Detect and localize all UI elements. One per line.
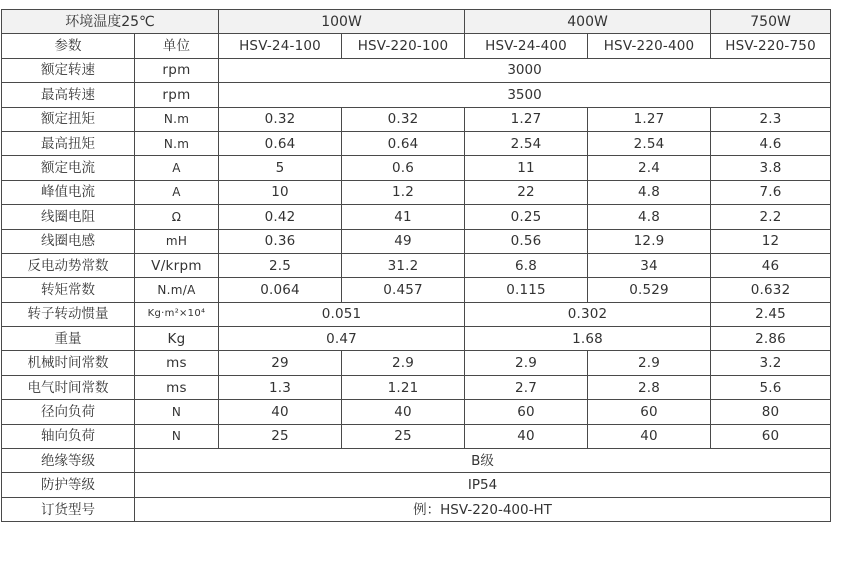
- row-unit: V/krpm: [135, 253, 219, 277]
- row-label: 订货型号: [2, 497, 135, 521]
- table-cell: 41: [342, 205, 465, 229]
- table-cell: 4.6: [711, 131, 831, 155]
- table-row: [2, 375, 831, 399]
- row-unit: mH: [135, 229, 219, 253]
- row-label: 线圈电阻: [2, 205, 135, 229]
- merged-value: IP54: [135, 473, 831, 497]
- row-label: 机械时间常数: [2, 351, 135, 375]
- table-cell: 0.6: [342, 156, 465, 180]
- sub-header-row: [2, 34, 831, 58]
- table-row: [2, 83, 831, 107]
- model-header: HSV-24-400: [465, 34, 588, 58]
- group-header-400w: 400W: [465, 10, 711, 34]
- table-cell: 0.56: [465, 229, 588, 253]
- table-cell: 0.529: [588, 278, 711, 302]
- row-label: 转子转动惯量: [2, 302, 135, 326]
- row-label: 最高转速: [2, 83, 135, 107]
- table-cell: 4.8: [588, 180, 711, 204]
- table-row: [2, 424, 831, 448]
- table-row: [2, 400, 831, 424]
- group-header-100w: 100W: [219, 10, 465, 34]
- row-label: 最高扭矩: [2, 131, 135, 155]
- merged-value: 例：HSV-220-400-HT: [135, 497, 831, 521]
- table-cell: 2.5: [219, 253, 342, 277]
- table-cell: 4.8: [588, 205, 711, 229]
- table-row: [2, 229, 831, 253]
- merged-value: 0.47: [219, 327, 465, 351]
- row-label: 反电动势常数: [2, 253, 135, 277]
- table-cell: 11: [465, 156, 588, 180]
- table-cell: 3.2: [711, 351, 831, 375]
- motor-spec-table: [1, 9, 831, 522]
- table-cell: 49: [342, 229, 465, 253]
- row-unit: rpm: [135, 58, 219, 82]
- table-cell: 7.6: [711, 180, 831, 204]
- table-cell: 5.6: [711, 375, 831, 399]
- table-cell: 60: [588, 400, 711, 424]
- table-cell: 34: [588, 253, 711, 277]
- table-cell: 2.4: [588, 156, 711, 180]
- table-cell: 40: [588, 424, 711, 448]
- row-unit: N.m: [135, 131, 219, 155]
- merged-value: B级: [135, 449, 831, 473]
- table-cell: 25: [219, 424, 342, 448]
- row-unit: ms: [135, 375, 219, 399]
- row-label: 防护等级: [2, 473, 135, 497]
- table-row: [2, 351, 831, 375]
- row-label: 转矩常数: [2, 278, 135, 302]
- row-unit: N.m: [135, 107, 219, 131]
- row-label: 线圈电感: [2, 229, 135, 253]
- model-header: HSV-220-100: [342, 34, 465, 58]
- row-label: 额定转速: [2, 58, 135, 82]
- table-row: [2, 302, 831, 326]
- row-label: 电气时间常数: [2, 375, 135, 399]
- row-unit: Kg: [135, 327, 219, 351]
- row-label: 径向负荷: [2, 400, 135, 424]
- table-cell: 31.2: [342, 253, 465, 277]
- row-unit: N.m/A: [135, 278, 219, 302]
- table-cell: 2.54: [588, 131, 711, 155]
- table-cell: 22: [465, 180, 588, 204]
- table-row: [2, 253, 831, 277]
- table-cell: 1.27: [465, 107, 588, 131]
- unit-column-header: 单位: [135, 34, 219, 58]
- row-unit: ms: [135, 351, 219, 375]
- table-cell: 0.115: [465, 278, 588, 302]
- table-cell: 0.32: [342, 107, 465, 131]
- table-cell: 60: [465, 400, 588, 424]
- row-unit: Ω: [135, 205, 219, 229]
- table-cell: 12: [711, 229, 831, 253]
- table-cell: 25: [342, 424, 465, 448]
- row-unit: Kg·m²×10⁴: [135, 302, 219, 326]
- table-cell: 80: [711, 400, 831, 424]
- group-header-750w: 750W: [711, 10, 831, 34]
- row-unit: rpm: [135, 83, 219, 107]
- table-cell: 0.25: [465, 205, 588, 229]
- table-cell: 2.86: [711, 327, 831, 351]
- table-row: [2, 131, 831, 155]
- table-row: [2, 107, 831, 131]
- merged-value: 0.051: [219, 302, 465, 326]
- table-cell: 2.9: [465, 351, 588, 375]
- table-cell: 2.9: [342, 351, 465, 375]
- table-cell: 0.457: [342, 278, 465, 302]
- table-cell: 0.64: [219, 131, 342, 155]
- table-cell: 1.21: [342, 375, 465, 399]
- merged-value: 0.302: [465, 302, 711, 326]
- table-cell: 0.064: [219, 278, 342, 302]
- merged-value: 1.68: [465, 327, 711, 351]
- table-cell: 46: [711, 253, 831, 277]
- table-row: [2, 473, 831, 497]
- row-unit: N: [135, 400, 219, 424]
- table-cell: 1.3: [219, 375, 342, 399]
- table-cell: 2.9: [588, 351, 711, 375]
- row-label: 额定扭矩: [2, 107, 135, 131]
- row-label: 绝缘等级: [2, 449, 135, 473]
- table-cell: 2.3: [711, 107, 831, 131]
- table-cell: 40: [219, 400, 342, 424]
- table-cell: 40: [342, 400, 465, 424]
- table-cell: 0.36: [219, 229, 342, 253]
- table-row: [2, 58, 831, 82]
- row-label: 轴向负荷: [2, 424, 135, 448]
- table-cell: 2.2: [711, 205, 831, 229]
- table-cell: 0.632: [711, 278, 831, 302]
- table-row: [2, 327, 831, 351]
- table-cell: 29: [219, 351, 342, 375]
- table-cell: 40: [465, 424, 588, 448]
- table-row: [2, 449, 831, 473]
- table-row: [2, 205, 831, 229]
- table-cell: 60: [711, 424, 831, 448]
- model-header: HSV-220-750: [711, 34, 831, 58]
- table-cell: 2.8: [588, 375, 711, 399]
- table-cell: 0.42: [219, 205, 342, 229]
- model-header: HSV-24-100: [219, 34, 342, 58]
- table-row: [2, 180, 831, 204]
- row-label: 峰值电流: [2, 180, 135, 204]
- table-row: [2, 156, 831, 180]
- table-row: [2, 497, 831, 521]
- row-label: 重量: [2, 327, 135, 351]
- table-cell: 5: [219, 156, 342, 180]
- row-label: 额定电流: [2, 156, 135, 180]
- table-cell: 12.9: [588, 229, 711, 253]
- table-cell: 2.54: [465, 131, 588, 155]
- table-cell: 1.27: [588, 107, 711, 131]
- merged-value: 3000: [219, 58, 831, 82]
- row-unit: N: [135, 424, 219, 448]
- table-cell: 3.8: [711, 156, 831, 180]
- table-cell: 6.8: [465, 253, 588, 277]
- model-header: HSV-220-400: [588, 34, 711, 58]
- table-cell: 1.2: [342, 180, 465, 204]
- ambient-temperature-header: 环境温度25℃: [2, 10, 219, 34]
- table-cell: 2.7: [465, 375, 588, 399]
- table-cell: 0.64: [342, 131, 465, 155]
- merged-value: 3500: [219, 83, 831, 107]
- param-column-header: 参数: [2, 34, 135, 58]
- table-cell: 10: [219, 180, 342, 204]
- table-cell: 0.32: [219, 107, 342, 131]
- header-row: [2, 10, 831, 34]
- table-cell: 2.45: [711, 302, 831, 326]
- row-unit: A: [135, 156, 219, 180]
- table-row: [2, 278, 831, 302]
- row-unit: A: [135, 180, 219, 204]
